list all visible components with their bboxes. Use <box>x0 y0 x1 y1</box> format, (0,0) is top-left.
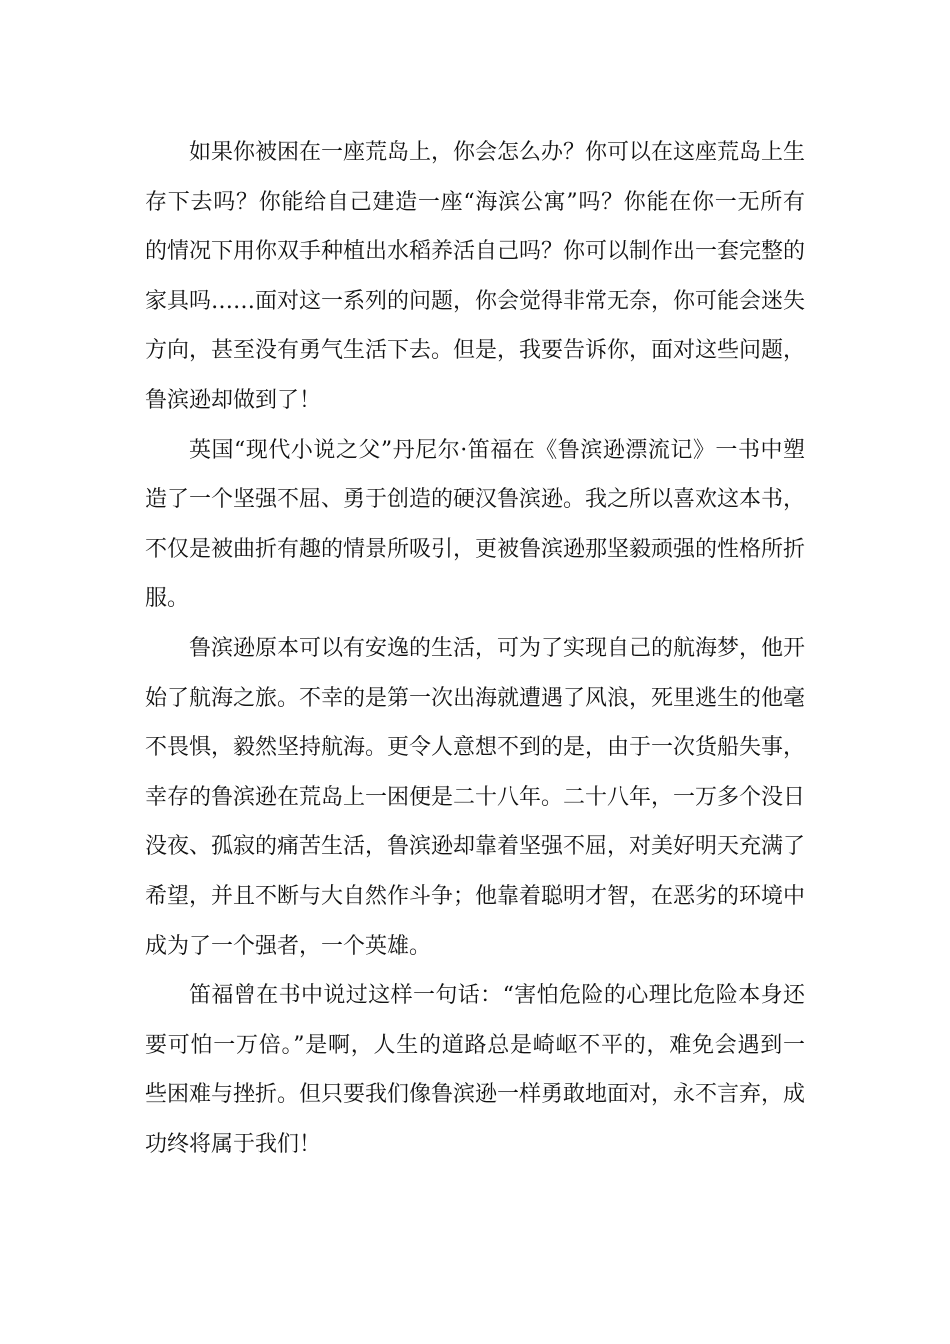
paragraph-1: 如果你被困在一座荒岛上，你会怎么办？你可以在这座荒岛上生存下去吗？你能给自己建造一座“海滨公寓”吗？你能在你一无所有的情况下用你双手种植出水稻养活自己吗？你可以制作出一套完整的家具吗……面对这一系列的问题，你会觉得非常无奈，你可能会迷失方向，甚至没有勇气生活下去。但是，我要告诉你，面对这些问题，鲁滨逊却做到了！ <box>145 140 806 413</box>
paragraph-3: 鲁滨逊原本可以有安逸的生活，可为了实现自己的航海梦，他开始了航海之旅。不幸的是第一次出海就遭遇了风浪，死里逃生的他毫不畏惧，毅然坚持航海。更令人意想不到的是，由于一次货船失事，幸存的鲁滨逊在荒岛上一困便是二十八年。二十八年，一万多个没日没夜、孤寂的痛苦生活，鲁滨逊却靠着坚强不屈，对美好明天充满了希望，并且不断与大自然作斗争；他靠着聪明才智，在恶劣的环境中成为了一个强者，一个英雄。 <box>145 635 806 959</box>
document-body <box>145 128 805 1169</box>
paragraph-4: 笛福曾在书中说过这样一句话：“害怕危险的心理比危险本身还要可怕一万倍。”是啊，人生的道路总是崎岖不平的，难免会遇到一些困难与挫折。但只要我们像鲁滨逊一样勇敢地面对，永不言弃，成功终将属于我们！ <box>145 983 806 1157</box>
paragraph-2: 英国“现代小说之父”丹尼尔·笛福在《鲁滨逊漂流记》一书中塑造了一个坚强不屈、勇于创造的硬汉鲁滨逊。我之所以喜欢这本书，不仅是被曲折有趣的情景所吸引，更被鲁滨逊那坚毅顽强的性格所折服。 <box>145 437 806 612</box>
